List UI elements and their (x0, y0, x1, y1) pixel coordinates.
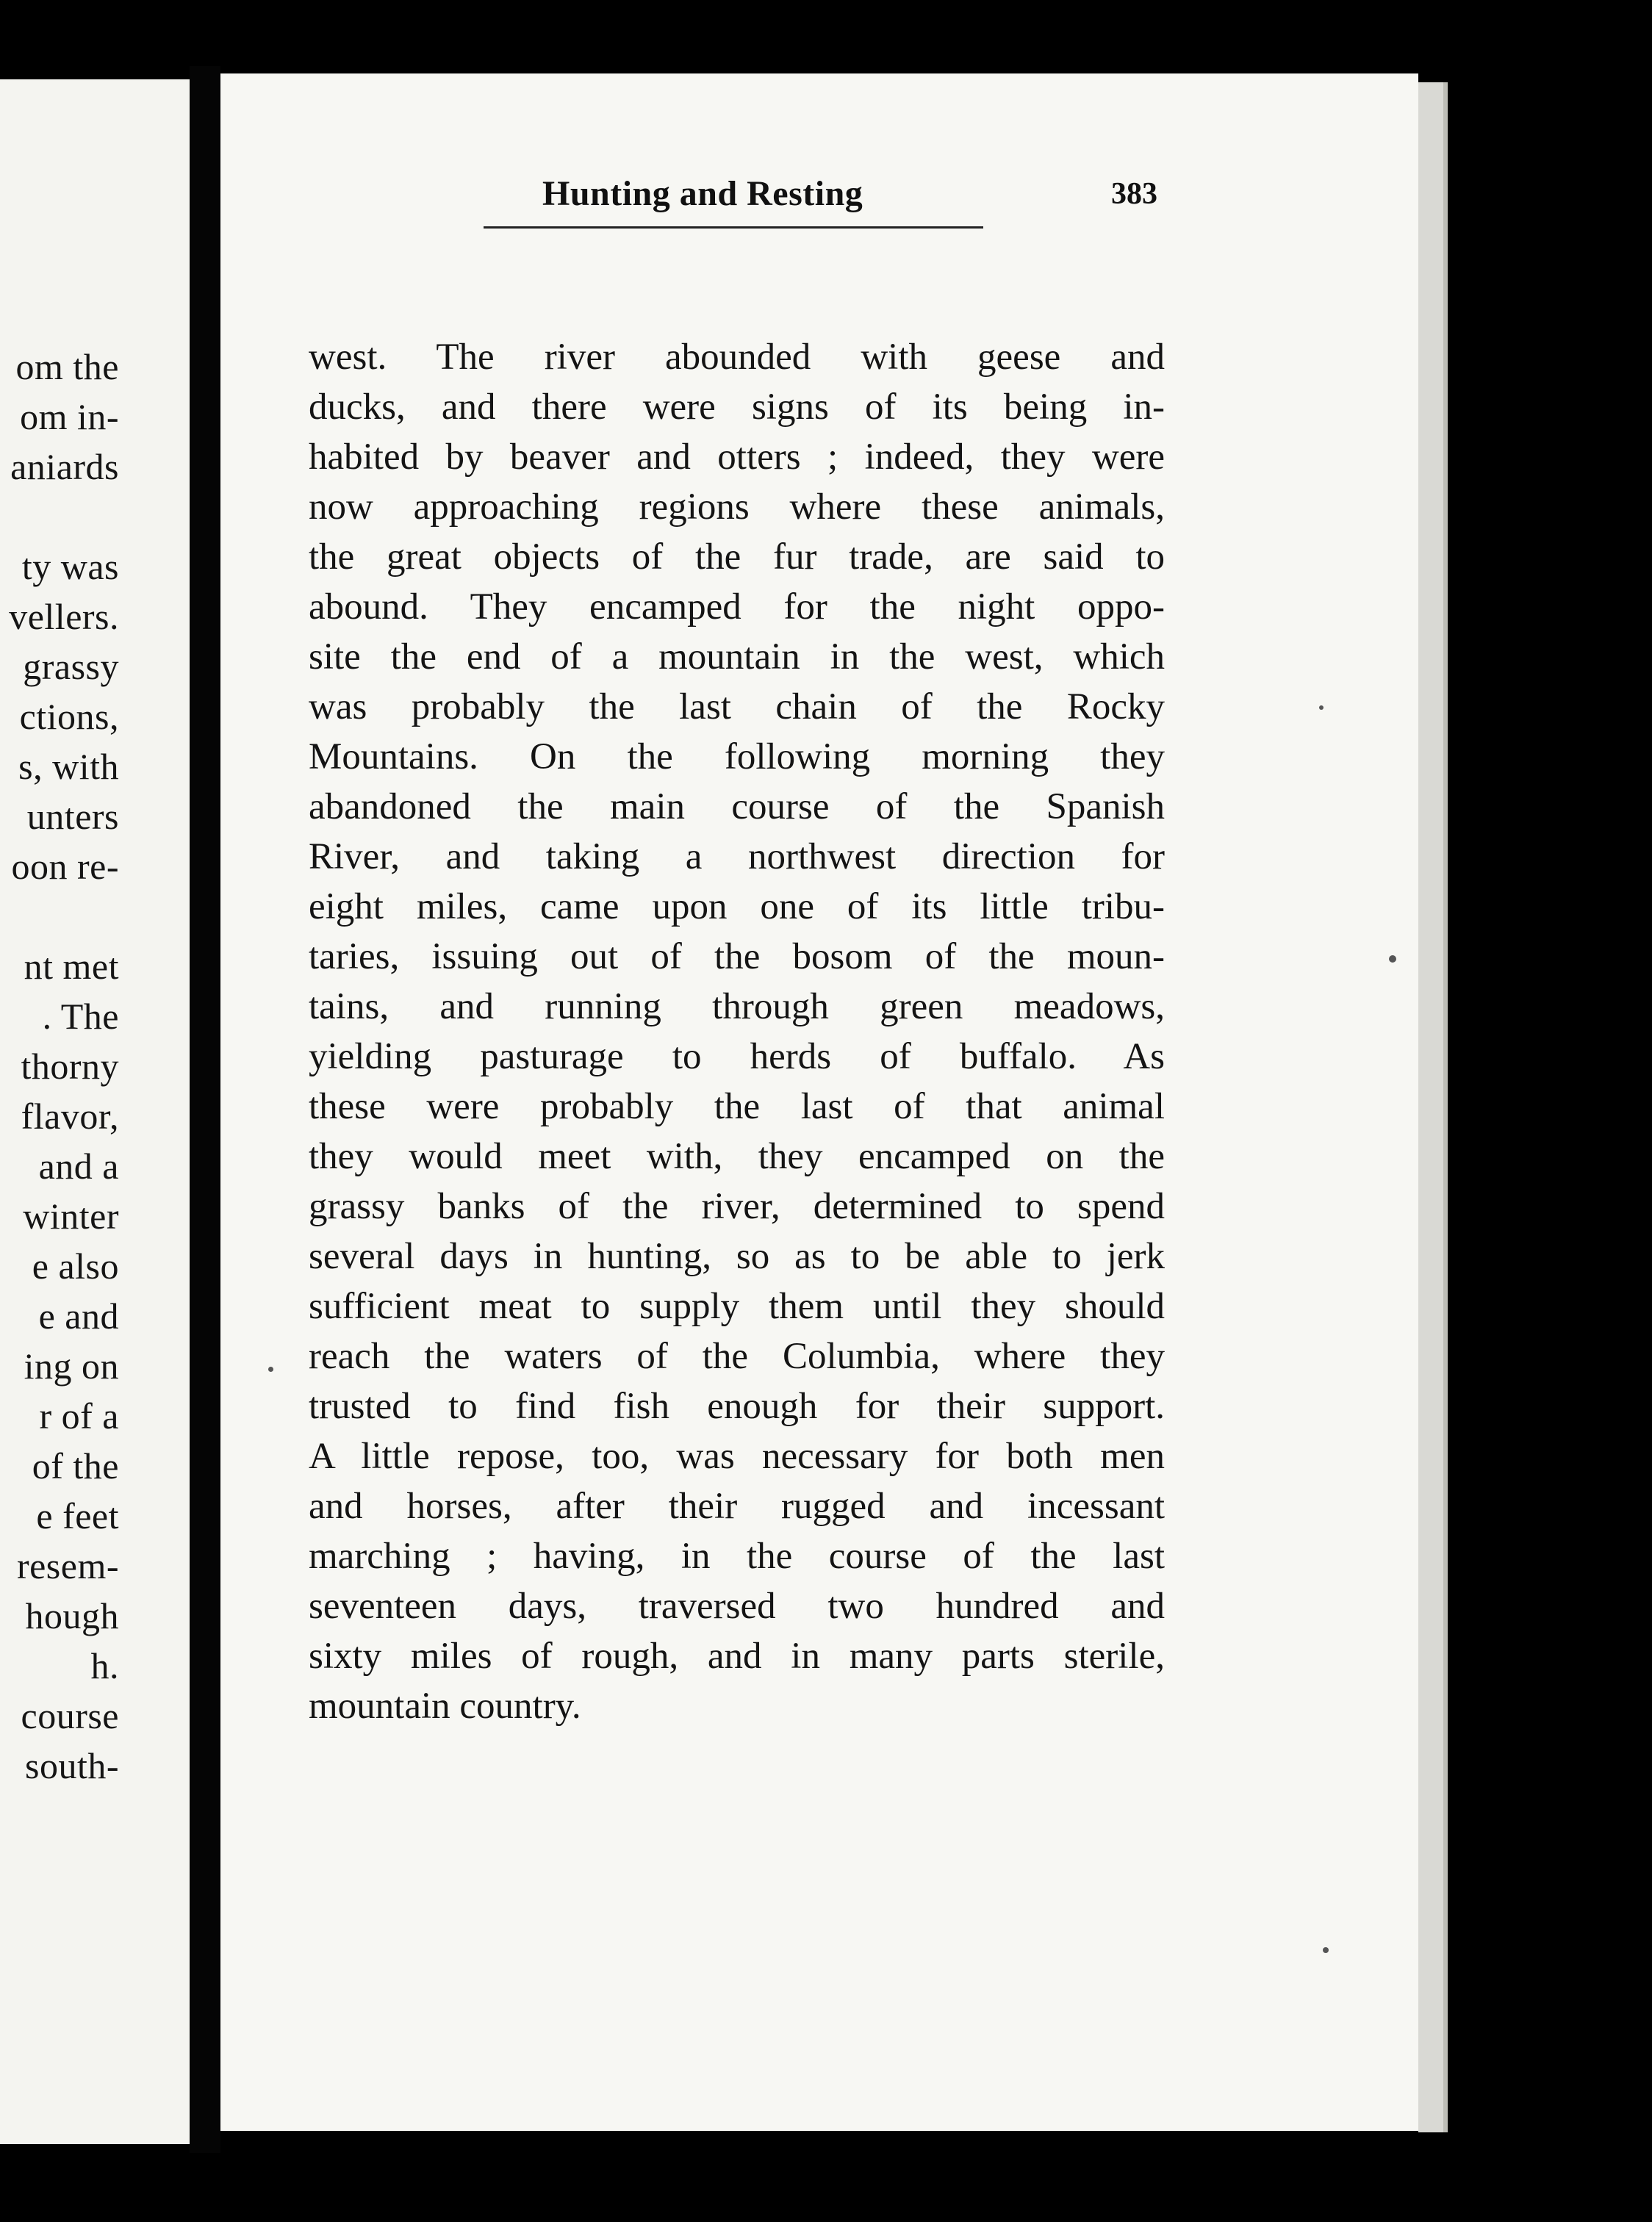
left-text-line: e feet (36, 1495, 119, 1536)
left-text-line: nt met (24, 946, 119, 987)
left-text-line: grassy (23, 646, 119, 687)
text-line: the great objects of the fur trade, are said to (309, 536, 1165, 578)
text-line: abandoned the main course of the Spanish (309, 786, 1165, 827)
text-line: several days in hunting, so as to be able to jerk (309, 1236, 1165, 1277)
left-text-line: aniards (10, 446, 119, 487)
text-line: west. The river abounded with geese and (309, 337, 1165, 378)
page-edge (1418, 82, 1448, 2132)
text-line: eight miles, came upon one of its little tribu- (309, 886, 1165, 927)
left-text-line: thorny (21, 1046, 119, 1087)
running-title: Hunting and Resting (542, 174, 863, 213)
left-text-line: e also (32, 1245, 119, 1287)
text-line: Mountains. On the following morning they (309, 736, 1165, 777)
left-text-line: h. (90, 1645, 119, 1686)
text-line: yielding pasturage to herds of buffalo. As (309, 1036, 1165, 1077)
text-line: they would meet with, they encamped on the (309, 1136, 1165, 1177)
text-line: seventeen days, traversed two hundred and (309, 1586, 1165, 1627)
text-line: abound. They encamped for the night oppo- (309, 586, 1165, 628)
left-text-line: winter (23, 1196, 119, 1237)
left-text-line: hough (25, 1595, 119, 1636)
text-line: site the end of a mountain in the west, which (309, 636, 1165, 677)
left-text-line: r of a (39, 1395, 119, 1437)
left-text-line: oon re- (11, 846, 119, 887)
text-line: habited by beaver and otters ; indeed, they were (309, 436, 1165, 478)
left-text-line: course (21, 1695, 119, 1736)
text-line: now approaching regions where these animals, (309, 486, 1165, 528)
header-rule (484, 226, 983, 229)
left-text-line: ctions, (19, 696, 119, 737)
scan-speck (1389, 955, 1396, 963)
text-line: these were probably the last of that animal (309, 1086, 1165, 1127)
left-text-line: vellers. (9, 596, 119, 637)
scan-speck (1319, 705, 1324, 710)
left-text-line: ty was (21, 546, 119, 587)
text-line: sufficient meat to supply them until they should (309, 1286, 1165, 1327)
body-text (309, 332, 1165, 1731)
left-text-line: om in- (20, 396, 119, 437)
left-text-line: s, with (18, 746, 119, 787)
scan-speck (1323, 1947, 1329, 1953)
text-line: and horses, after their rugged and incessant (309, 1486, 1165, 1527)
left-text-line: unters (26, 796, 119, 837)
text-line: was probably the last chain of the Rocky (309, 686, 1165, 727)
left-text-line: south- (25, 1745, 119, 1786)
text-line: mountain country. (309, 1686, 581, 1727)
left-text-line: and a (38, 1146, 119, 1187)
text-line: ducks, and there were signs of its being in- (309, 386, 1165, 428)
scan-speck (268, 1367, 273, 1372)
text-line: grassy banks of the river, determined to spend (309, 1186, 1165, 1227)
text-line: marching ; having, in the course of the last (309, 1536, 1165, 1577)
left-text-line: . The (42, 996, 119, 1037)
left-text-line: om the (15, 346, 119, 387)
text-line: trusted to find fish enough for their support. (309, 1386, 1165, 1427)
text-line: taries, issuing out of the bosom of the moun- (309, 936, 1165, 977)
text-line: sixty miles of rough, and in many parts sterile, (309, 1636, 1165, 1677)
text-line: River, and taking a northwest direction for (309, 836, 1165, 877)
text-line: tains, and running through green meadows, (309, 986, 1165, 1027)
left-text-line: of the (32, 1445, 119, 1486)
left-text-line: e and (38, 1295, 119, 1337)
page-header (309, 173, 1161, 232)
left-text-line: flavor, (21, 1096, 119, 1137)
text-line: reach the waters of the Columbia, where they (309, 1336, 1165, 1377)
page-number: 383 (1111, 177, 1157, 211)
page-gutter (190, 66, 220, 2153)
left-text-line: resem- (16, 1545, 119, 1586)
left-page-fragment (0, 79, 190, 2144)
left-text-line: ing on (24, 1345, 119, 1387)
text-line: A little repose, too, was necessary for both men (309, 1436, 1165, 1477)
